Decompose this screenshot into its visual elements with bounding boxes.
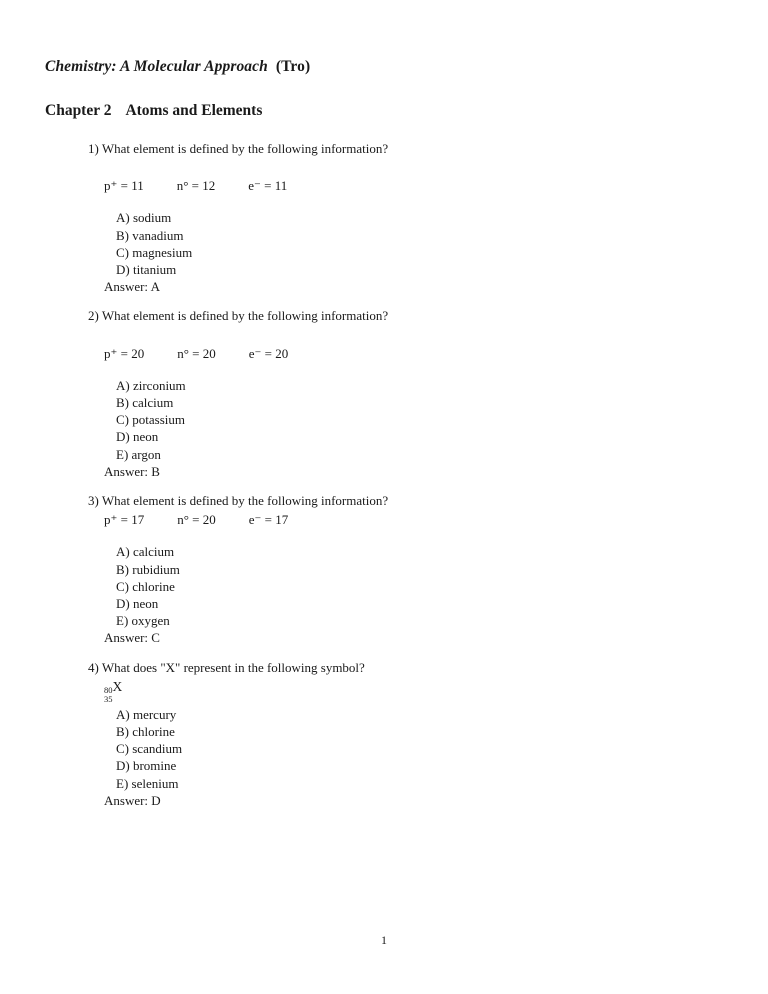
protons-value: p⁺ = 17 [104,512,145,528]
answer-line: Answer: C [104,630,160,646]
choice-c: C) scandium [116,741,183,757]
question-4 [88,659,723,809]
electrons-value: e⁻ = 17 [248,512,289,528]
page-number: 1 [381,933,387,947]
choice-a: A) zirconium [116,377,186,393]
choice-e: E) argon [116,446,161,462]
electrons-value: e⁻ = 11 [248,178,288,194]
nuclide-numbers [104,686,113,704]
chapter-number: Chapter 2 [45,102,112,119]
question-prompt: 2) What element is defined by the following information? [88,308,389,324]
protons-value: p⁺ = 11 [104,178,144,194]
choice-b: B) calcium [116,395,174,411]
answer-choices [116,209,723,278]
particle-values [104,511,723,528]
document-title-main: Chemistry: A Molecular Approach [45,58,268,75]
choice-e: E) selenium [116,775,179,791]
chapter-heading [45,102,723,120]
choice-d: D) neon [116,429,159,445]
mass-number: 80 [104,684,113,695]
choice-c: C) chlorine [116,578,175,594]
choice-a: A) mercury [116,706,177,722]
particle-values [104,177,723,194]
choice-b: B) rubidium [116,561,180,577]
neutrons-value: n° = 20 [177,345,216,361]
choice-b: B) vanadium [116,227,184,243]
answer-choices [116,706,723,792]
atomic-number: 35 [104,693,113,704]
answer-choices [116,543,723,629]
question-prompt: 4) What does "X" represent in the following symbol? [88,659,365,675]
answer-line: Answer: D [104,792,161,808]
answer-line: Answer: B [104,463,160,479]
document-title-author: (Tro) [275,58,311,75]
choice-d: D) titanium [116,262,177,278]
element-symbol: X [112,678,123,694]
question-prompt: 1) What element is defined by the following information? [88,141,389,156]
protons-value: p⁺ = 20 [104,345,145,361]
choice-c: C) magnesium [116,244,193,260]
answer-line: Answer: A [104,279,160,295]
choice-a: A) calcium [116,544,175,560]
choice-d: D) neon [116,596,159,612]
choice-e: E) oxygen [116,613,170,629]
choice-b: B) chlorine [116,724,175,740]
nuclide-symbol [104,678,723,704]
chapter-name: Atoms and Elements [125,102,263,119]
answer-choices [116,377,723,463]
particle-values [104,345,723,362]
neutrons-value: n° = 12 [176,178,216,194]
electrons-value: e⁻ = 20 [248,345,289,361]
choice-c: C) potassium [116,412,185,428]
choice-a: A) sodium [116,210,172,226]
question-prompt: 3) What element is defined by the following information? [88,493,389,509]
choice-d: D) bromine [116,758,177,774]
question-2 [88,307,723,480]
question-3 [88,492,723,647]
document-title [45,58,723,76]
neutrons-value: n° = 20 [177,512,216,528]
question-1 [88,140,723,295]
